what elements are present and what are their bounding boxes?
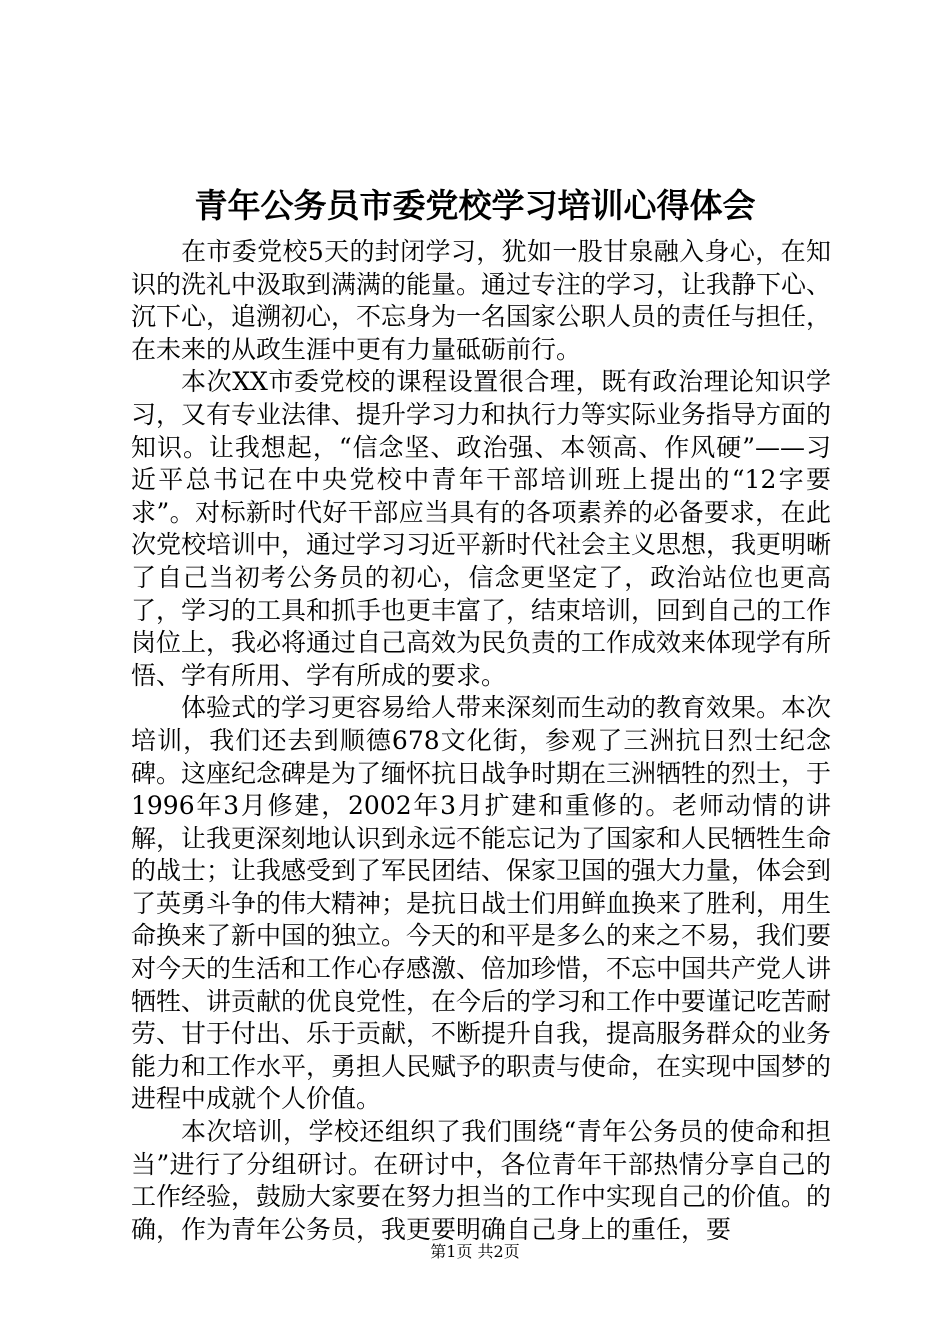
paragraph-1: 在市委党校5天的封闭学习，犹如一股甘泉融入身心，在知识的洗礼中汲取到满满的能量。通过专注的学习，让我静下心、沉下心，追溯初心，不忘身为一名国家公职人员的责任与担任，在未来的从政生涯中更有力量砥砺前行。 [131, 237, 832, 364]
paragraph-4: 本次培训，学校还组织了我们围绕“青年公务员的使命和担当”进行了分组研讨。在研讨中，各位青年干部热情分享自己的工作经验，鼓励大家要在努力担当的工作中实现自己的价值。的确，作为青年公务员，我更要明确自己身上的重任，要 [131, 1117, 832, 1244]
paragraph-3: 体验式的学习更容易给人带来深刻而生动的教育效果。本次培训，我们还去到顺德678文化街，参观了三洲抗日烈士纪念碑。这座纪念碑是为了缅怀抗日战争时期在三洲牺牲的烈士，于1996年3月修建，2002年3月扩建和重修的。老师动情的讲解，让我更深刻地认识到永远不能忘记为了国家和人民牺牲生命的战士；让我感受到了军民团结、保家卫国的强大力量，体会到了英勇斗争的伟大精神；是抗日战士们用鲜血换来了胜利，用生命换来了新中国的独立。今天的和平是多么的来之不易，我们要对今天的生活和工作心存感激、倍加珍惜，不忘中国共产党人讲牺牲、讲贡献的优良党性，在今后的学习和工作中要谨记吃苦耐劳、甘于付出、乐于贡献，不断提升自我，提高服务群众的业务能力和工作水平，勇担人民赋予的职责与使命，在实现中国梦的进程中成就个人价值。 [131, 693, 832, 1114]
paragraph-2: 本次XX市委党校的课程设置很合理，既有政治理论知识学习，又有专业法律、提升学习力和执行力等实际业务指导方面的知识。让我想起，“信念坚、政治强、本领高、作风硬”——习近平总书记在中央党校中青年干部培训班上提出的“12字要求”。对标新时代好干部应当具有的各项素养的必备要求，在此次党校培训中，通过学习习近平新时代社会主义思想，我更明晰了自己当初考公务员的初心，信念更坚定了，政治站位也更高了，学习的工具和抓手也更丰富了，结束培训，回到自己的工作岗位上，我必将通过自己高效为民负责的工作成效来体现学有所悟、学有所用、学有所成的要求。 [131, 367, 832, 690]
page-number-footer: 第1页 共2页 [430, 1242, 520, 1261]
document-body [131, 236, 831, 1246]
document-title: 青年公务员市委党校学习培训心得体会 [194, 186, 756, 225]
